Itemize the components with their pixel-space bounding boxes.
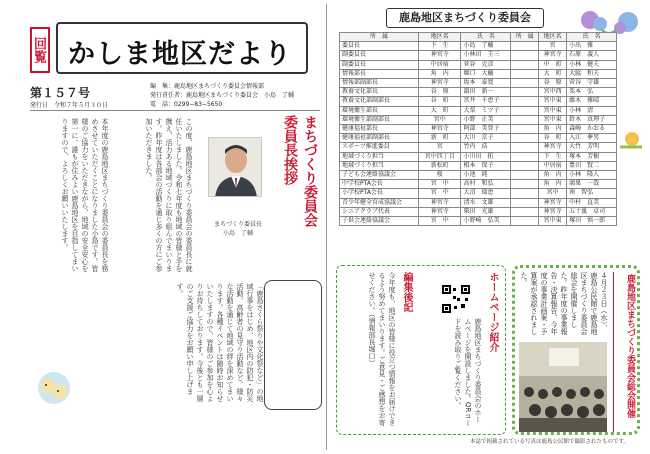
kairan-stamp: 回覧 [30, 27, 50, 73]
district-cell: 神宮寺 [418, 79, 461, 88]
greeting-text-b: この度、鹿島地区まちづくり委員会の委員長に就任いたしました。令和七年度も地域の皆様と手を携え、活力ある地域づくりに取り組んでまいります。昨年度は各部会の活動を通じ多くの方にご参加いただきました。 [145, 118, 193, 272]
meeting-text: ４月２３日（水）、鹿島公民館で鹿島地区まちづくり委員会総会を開催しました。昨年度の事業報告・決算報告、今年度の事業計画案・予算案が承認されました。 [520, 272, 608, 335]
name-cell: 小林 健夫 [567, 60, 617, 69]
district-cell: 下 生 [418, 42, 461, 51]
district-cell: 谷 原 [539, 79, 567, 88]
group-cell [511, 42, 539, 51]
roster-row [340, 60, 617, 69]
qr-code-icon[interactable] [441, 284, 471, 314]
name-cell: 南 智弘 [567, 189, 617, 198]
header-cell: 所 属 [511, 33, 539, 42]
district-cell: 宮 [539, 42, 567, 51]
district-cell: 宮中東 [539, 115, 567, 124]
editor-notes-heading: 編集後記 [401, 272, 412, 312]
group-cell [511, 51, 539, 60]
role-cell: 地域づくり担当 [340, 161, 419, 170]
name-cell: 中村 直美 [567, 198, 617, 207]
roster-body [340, 42, 617, 226]
name-cell: 小林田 圭三 [461, 51, 511, 60]
banner-line: 委員長挨拶 [282, 115, 298, 185]
role-cell: 子ども会連絡協議会 [340, 171, 419, 180]
district-cell: 神宮寺 [418, 198, 461, 207]
roster-row [340, 106, 617, 115]
group-cell [511, 115, 539, 124]
district-cell: 宮中東 [539, 106, 567, 115]
district-cell: 大 町 [418, 106, 461, 115]
name-cell: 鴻巣 一哉 [567, 180, 617, 189]
role-cell: 地域づくり担当 [340, 152, 419, 161]
district-cell: 中 町 [539, 60, 567, 69]
district-cell: 宮 中 [418, 189, 461, 198]
name-cell: 小川田 拓 [461, 152, 511, 161]
roster-row [340, 161, 617, 170]
district-cell: 角 内 [539, 171, 567, 180]
district-cell: 神宮寺 [539, 51, 567, 60]
meeting-photo [519, 342, 607, 432]
editor-line: 電 話：0299−83−5650 [150, 101, 223, 108]
name-cell: 栗本 弘 [567, 88, 617, 97]
role-cell: 情報部副部長 [340, 79, 419, 88]
name-cell: 小出 雅 [567, 42, 617, 51]
role-cell: 環境衛生部長 [340, 106, 419, 115]
district-cell: 新松町 [418, 161, 461, 170]
name-cell: 塚田 慎一郎 [567, 217, 617, 226]
district-cell: 神宮寺 [539, 207, 567, 216]
name-cell: 堀口 大輔 [461, 69, 511, 78]
role-cell: 教養文化部長 [340, 88, 419, 97]
name-cell: 小野 正美 [461, 115, 511, 124]
role-cell: 青少年健全育成協議会 [340, 198, 419, 207]
district-cell: 新 町 [418, 134, 461, 143]
name-cell: 坂本 泰寛 [461, 79, 511, 88]
header-cell: 所 属 [340, 33, 419, 42]
role-cell: 教養文化部副部長 [340, 97, 419, 106]
role-cell: 情報部長 [340, 69, 419, 78]
name-cell: 小島 了輔 [461, 42, 511, 51]
group-cell [511, 143, 539, 152]
district-cell: 宮中東 [539, 217, 567, 226]
group-cell [511, 180, 539, 189]
district-cell: 角 内 [539, 180, 567, 189]
bottom-section [332, 263, 644, 446]
homepage-text: 鹿島地区まちづくり委員会のホームページを開設しました。QRコードを読み取りご覧ください。 [454, 318, 482, 427]
roster-row [340, 152, 617, 161]
name-cell: 大沼 瑞恵 [461, 189, 511, 198]
roster-row [340, 171, 617, 180]
district-cell: 谷 町 [539, 134, 567, 143]
caption-name: 小島 了輔 [222, 230, 253, 237]
group-cell [511, 189, 539, 198]
district-cell: 神宮寺 [539, 143, 567, 152]
roster-row [340, 88, 617, 97]
district-cell: 宮 中 [418, 217, 461, 226]
name-cell: 藤木 雅晴 [567, 97, 617, 106]
photo-caption [206, 220, 270, 238]
roster-row [340, 207, 617, 216]
roster-row [340, 115, 617, 124]
role-cell: 子供会連絡協議会 [340, 217, 419, 226]
group-cell [511, 217, 539, 226]
name-cell: 森崎 かおる [567, 125, 617, 134]
name-cell: 大脇 和夫 [567, 69, 617, 78]
group-cell [511, 106, 539, 115]
header-divider [30, 110, 320, 111]
name-cell: 高村 和弘 [461, 180, 511, 189]
role-cell: 環境衛生部副部長 [340, 115, 419, 124]
name-cell: 根本 保子 [461, 161, 511, 170]
homepage-heading: ホームページ紹介 [487, 272, 498, 352]
name-cell: 小池 純 [461, 171, 511, 180]
group-cell [511, 152, 539, 161]
role-cell: 副委員長 [340, 51, 419, 60]
newsletter-title: かしま地区だより [68, 39, 292, 70]
header-cell: 地区名 [418, 33, 461, 42]
name-cell: 阿部 美智子 [461, 125, 511, 134]
editor-line: 編 集：鹿島地区まちづくり委員会情報部 [150, 83, 264, 90]
issue-date: 発行日 令和７年５月３０日 [30, 102, 109, 109]
district-cell: 神宮寺 [418, 125, 461, 134]
roster-row [340, 42, 617, 51]
district-cell: 中居宿 [539, 161, 567, 170]
person-portrait-icon [209, 138, 262, 197]
district-cell: 神宮寺 [418, 207, 461, 216]
meeting-box [512, 265, 640, 435]
name-cell: 五十嵐 卓司 [567, 207, 617, 216]
header-cell: 地区名 [539, 33, 567, 42]
roster-row [340, 217, 617, 226]
greeting-frame [264, 280, 322, 410]
name-cell: 大川 京子 [461, 134, 511, 143]
name-cell: 豊田 賢二 [567, 161, 617, 170]
district-cell: 神宮寺 [539, 198, 567, 207]
homepage-box [336, 265, 506, 435]
name-cell: 淵田 新一 [461, 88, 511, 97]
page-divider [326, 4, 327, 450]
group-cell [511, 161, 539, 170]
greeting-text-a: 本年度の鹿島地区まちづくり委員会の委員長を務めさせていただくことになりました小島です。皆様のご協力をいただきながら、地域の安全安心を第一に、誰もが住みよい鹿島地区を目指してまいりますので、よろしくお願いいたします。 [61, 118, 109, 272]
issue-number: 第１５７号 [30, 86, 91, 100]
district-cell: 下 生 [539, 152, 567, 161]
caption-role: まちづくり委員長 [214, 221, 262, 228]
name-cell: 大竹 芳明 [567, 143, 617, 152]
group-cell [511, 171, 539, 180]
roster-header-row [340, 33, 617, 42]
greeting-text-d: 「鹿島さくら祭りや文化祭など」の地域行事をはじめ、地区内の防犯・防災活動、高齢者の見守り活動など、様々な活動を通じて地域の絆を深めてまいります。各種イベントは随時お知らせいたしますので、皆様のご参加を心よりお待ちしております。今後とも一層のご支援ご協力をお願い申し上げます。 [176, 283, 264, 402]
district-cell: 宮 [418, 143, 461, 152]
group-cell [511, 198, 539, 207]
group-cell [511, 97, 539, 106]
roster-table [339, 32, 617, 226]
role-cell: 小学校PTA会長 [340, 189, 419, 198]
role-cell: 中学校PTA会長 [340, 180, 419, 189]
name-cell: 竹内 浩 [461, 143, 511, 152]
role-cell: 委員長 [340, 42, 419, 51]
district-cell: 宮 中 [418, 180, 461, 189]
district-cell: 宮中 [418, 115, 461, 124]
roster-row [340, 198, 617, 207]
roster-row [340, 51, 617, 60]
editor-line: 発行責任者：鹿島地区まちづくり委員会 小島 了輔 [150, 92, 294, 99]
name-cell: 石原 義人 [567, 51, 617, 60]
name-cell: 宮井 千恵子 [461, 97, 511, 106]
group-cell [511, 79, 539, 88]
name-cell: 大栗 ミツ子 [461, 106, 511, 115]
roster-row [340, 125, 617, 134]
chick-illustration-icon [36, 366, 72, 408]
roster-row [340, 189, 617, 198]
chairman-photo [208, 137, 262, 197]
district-cell: 宮中四丁目 [418, 152, 461, 161]
greeting-banner [276, 115, 320, 270]
meeting-scene-icon [519, 342, 607, 432]
role-cell: シニアクラブ代表 [340, 207, 419, 216]
roster-row [340, 143, 617, 152]
title-box [56, 22, 308, 74]
name-cell: 菅谷 克彦 [461, 60, 511, 69]
role-cell: スポーツ推進委員 [340, 143, 419, 152]
name-cell: 菅谷 守雄 [567, 79, 617, 88]
snail-icon [618, 130, 644, 150]
meeting-heading: 鹿島地区まちづくり委員会総会開催 [613, 272, 639, 432]
editor-notes-text: 今年度も、地区の皆様に役立つ情報をお届けできるよう努めてまいります。ご意見・ご感想をお寄せください。（情報部長堀口） [368, 272, 396, 426]
photo-footnote: 本誌で掲載されている写真は鹿島公民館で撮影されたものです。 [470, 439, 630, 445]
roster-row [340, 97, 617, 106]
roster-row [340, 79, 617, 88]
roster-row [340, 180, 617, 189]
editor-info [150, 82, 294, 109]
district-cell: 中居宿 [418, 60, 461, 69]
group-cell [511, 88, 539, 97]
roster-row [340, 69, 617, 78]
name-cell: 小林 隆人 [567, 171, 617, 180]
name-cell: 入江 夢男 [567, 134, 617, 143]
role-cell: 健康福祉部副部長 [340, 134, 419, 143]
district-cell: 角 内 [539, 125, 567, 134]
banner-line: まちづくり委員会 [302, 115, 318, 227]
district-cell: 神宮寺 [418, 51, 461, 60]
name-cell: 塚本 芳樹 [567, 152, 617, 161]
name-cell: 小林 清 [567, 106, 617, 115]
district-cell: 宮中 [539, 189, 567, 198]
name-cell: 小野崎 弘美 [461, 217, 511, 226]
district-cell: 角 内 [418, 69, 461, 78]
district-cell: 宮中西 [539, 88, 567, 97]
district-cell: 大 町 [539, 69, 567, 78]
group-cell [511, 134, 539, 143]
district-cell: 谷 原 [418, 88, 461, 97]
group-cell [511, 125, 539, 134]
header-cell: 氏 名 [461, 33, 511, 42]
district-cell: 宮中東 [539, 97, 567, 106]
group-cell [511, 60, 539, 69]
role-cell: 健康福祉部長 [340, 125, 419, 134]
district-cell: 谷 町 [418, 97, 461, 106]
header-cell: 氏 名 [567, 33, 617, 42]
roster-row [340, 134, 617, 143]
group-cell [511, 207, 539, 216]
group-cell [511, 69, 539, 78]
district-cell: 桜 [418, 171, 461, 180]
name-cell: 鈴木 真理子 [567, 115, 617, 124]
name-cell: 清水 文雄 [461, 198, 511, 207]
role-cell: 副委員長 [340, 60, 419, 69]
roster-title: 鹿島地区まちづくり委員会 [386, 8, 544, 28]
name-cell: 柴田 光雄 [461, 207, 511, 216]
